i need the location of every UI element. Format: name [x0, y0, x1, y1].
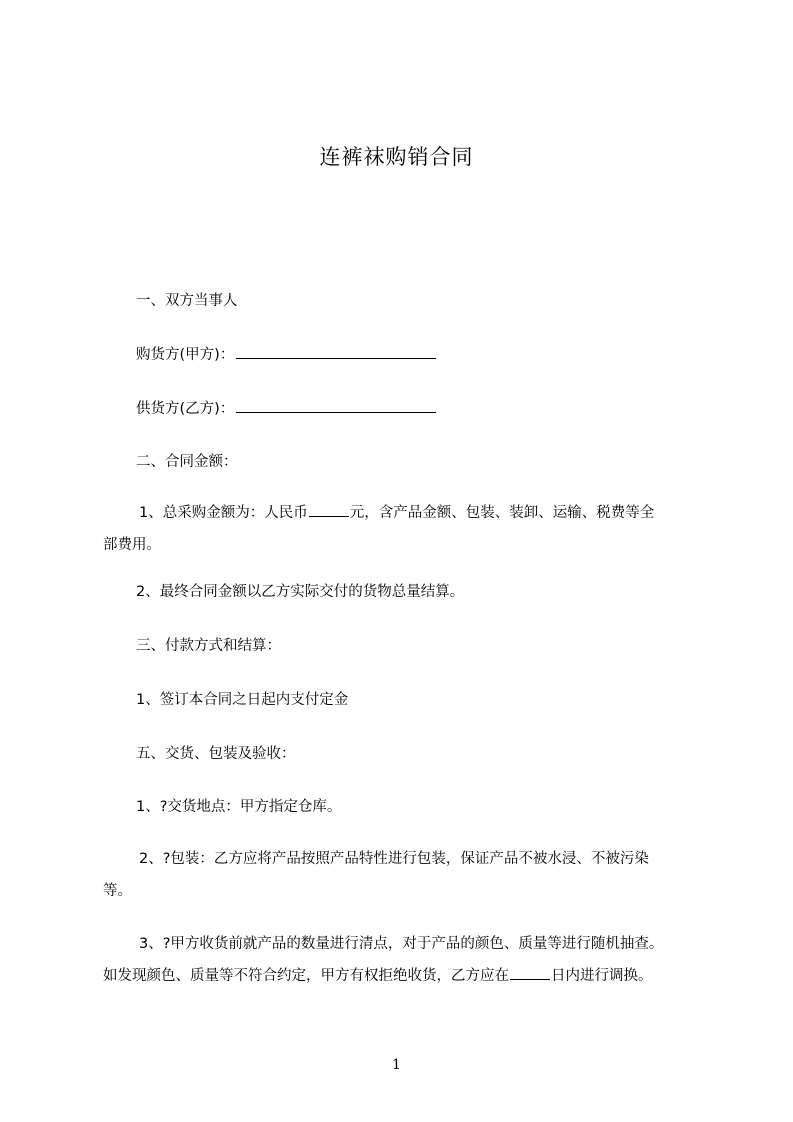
amount-item-1-text-c: 部费用。 — [103, 537, 161, 553]
document-title: 连裤袜购销合同 — [319, 145, 474, 169]
delivery-item-2-line-2: 等。 — [103, 883, 132, 899]
buyer-label: 购货方(甲方)： — [136, 347, 235, 363]
buyer-name-blank — [236, 344, 436, 359]
delivery-item-2 — [103, 843, 703, 907]
section-heading-payment: 三、付款方式和结算： — [136, 638, 281, 654]
delivery-item-2-line-1: 2、?包装：乙方应将产品按照产品特性进行包装，保证产品不被水浸、不被污染 — [139, 851, 649, 867]
section-heading-amount: 二、合同金额： — [136, 454, 238, 470]
section-heading-delivery: 五、交货、包装及验收： — [136, 746, 296, 762]
delivery-item-3-line-1: 3、?甲方收货前就产品的数量进行清点，对于产品的颜色、质量等进行随机抽查。 — [139, 936, 664, 952]
delivery-item-1: 1、?交货地点：甲方指定仓库。 — [136, 799, 342, 815]
seller-label: 供货方(乙方)： — [136, 401, 235, 417]
buyer-line — [136, 344, 436, 365]
section-heading-parties: 一、双方当事人 — [136, 293, 238, 309]
page-number: 1 — [392, 1057, 401, 1073]
payment-item-1: 1、签订本合同之日起内支付定金 — [136, 692, 349, 708]
delivery-item-3-line-2-a: 如发现颜色、质量等不符合约定，甲方有权拒绝收货，乙方应在 — [103, 968, 509, 984]
seller-name-blank — [236, 398, 436, 413]
exchange-days-blank — [510, 965, 550, 980]
amount-item-1-text-a: 1、总采购金额为：人民币 — [139, 505, 308, 521]
amount-blank — [309, 502, 349, 517]
delivery-item-3 — [103, 928, 703, 992]
delivery-item-3-line-2-b: 日内进行调换。 — [551, 968, 653, 984]
amount-item-1-text-b: 元，含产品金额、包装、装卸、运输、税费等全 — [349, 505, 655, 521]
amount-item-1 — [103, 497, 703, 561]
seller-line — [136, 398, 436, 419]
amount-item-2: 2、最终合同金额以乙方实际交付的货物总量结算。 — [136, 584, 465, 600]
